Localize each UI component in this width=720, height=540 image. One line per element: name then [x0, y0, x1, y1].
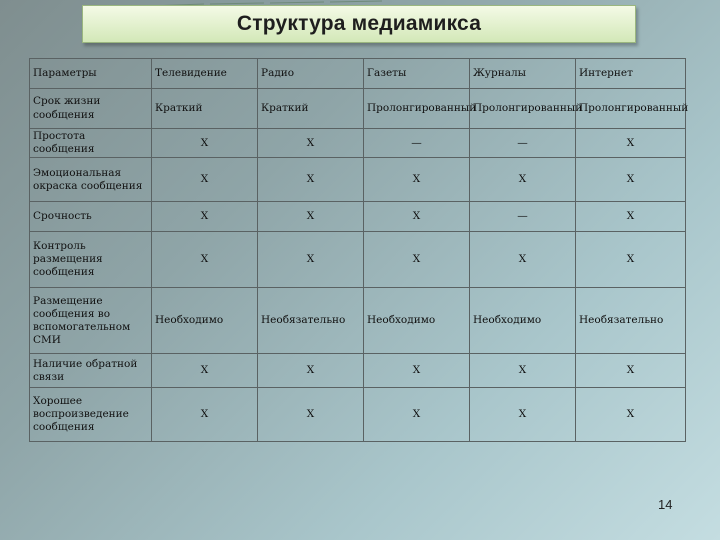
value-cell: Х [576, 232, 686, 288]
table-row [30, 388, 686, 442]
param-cell: Простота сообщения [30, 129, 152, 158]
value-cell: Х [258, 202, 364, 232]
value-cell: Х [576, 388, 686, 442]
value-cell: Х [364, 354, 470, 388]
media-mix-table [29, 58, 689, 442]
header-cell: Интернет [576, 59, 686, 89]
value-cell: Х [152, 354, 258, 388]
table-row [30, 129, 686, 158]
param-cell: Размещение сообщения во вспомогательном СМИ [30, 288, 152, 354]
table-row [30, 202, 686, 232]
value-cell: Необходимо [364, 288, 470, 354]
slide-title: Структура медиамикса [236, 12, 482, 35]
value-cell: Необязательно [576, 288, 686, 354]
value-cell: Х [152, 232, 258, 288]
header-cell: Радио [258, 59, 364, 89]
table-row [30, 158, 686, 202]
value-cell: Х [576, 158, 686, 202]
slide-title-box [82, 5, 636, 43]
value-cell: Пролонгированный [576, 89, 686, 129]
value-cell: Краткий [258, 89, 364, 129]
table-row [30, 89, 686, 129]
value-cell: Х [470, 158, 576, 202]
value-cell: Х [258, 354, 364, 388]
value-cell: Х [152, 129, 258, 158]
value-cell: Х [470, 388, 576, 442]
param-cell: Наличие обратной связи [30, 354, 152, 388]
value-cell: Необходимо [470, 288, 576, 354]
table-row [30, 354, 686, 388]
header-cell: Параметры [30, 59, 152, 89]
header-cell: Журналы [470, 59, 576, 89]
table-row [30, 288, 686, 354]
value-cell: Х [470, 354, 576, 388]
value-cell: Необязательно [258, 288, 364, 354]
param-cell: Срочность [30, 202, 152, 232]
param-cell: Срок жизни сообщения [30, 89, 152, 129]
value-cell: Пролонгированный [364, 89, 470, 129]
value-cell: Х [258, 232, 364, 288]
value-cell: Х [364, 232, 470, 288]
param-cell: Эмоциональная окраска сообщения [30, 158, 152, 202]
table-row [30, 232, 686, 288]
value-cell: Х [364, 388, 470, 442]
value-cell: Х [258, 158, 364, 202]
value-cell: Краткий [152, 89, 258, 129]
table-header-row [30, 59, 686, 89]
value-cell: Х [258, 388, 364, 442]
value-cell: Х [576, 354, 686, 388]
value-cell: Х [576, 129, 686, 158]
value-cell: Пролонгированный [470, 89, 576, 129]
page-number: 14 [658, 497, 673, 512]
param-cell: Хорошее воспроизведение сообщения [30, 388, 152, 442]
value-cell: Х [576, 202, 686, 232]
value-cell: Х [364, 158, 470, 202]
value-cell: Х [258, 129, 364, 158]
value-cell: — [364, 129, 470, 158]
value-cell: Х [152, 158, 258, 202]
value-cell: Х [152, 388, 258, 442]
param-cell: Контроль размещения сообщения [30, 232, 152, 288]
value-cell: Необходимо [152, 288, 258, 354]
value-cell: Х [152, 202, 258, 232]
value-cell: — [470, 129, 576, 158]
header-cell: Газеты [364, 59, 470, 89]
header-cell: Телевидение [152, 59, 258, 89]
value-cell: Х [470, 232, 576, 288]
value-cell: — [470, 202, 576, 232]
value-cell: Х [364, 202, 470, 232]
